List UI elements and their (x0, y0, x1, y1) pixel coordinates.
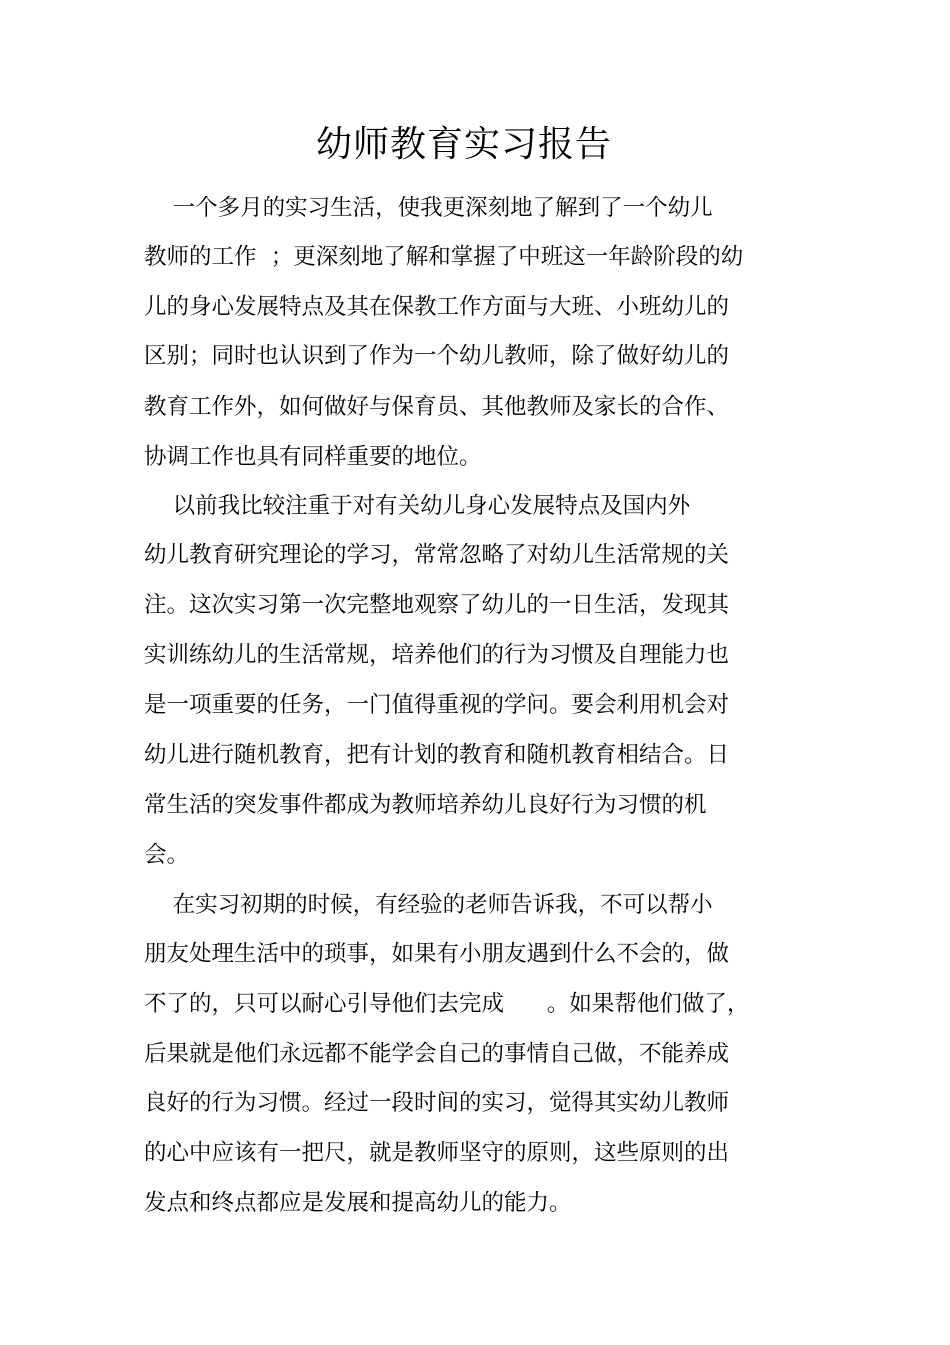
paragraph-3-line-4: 后果就是他们永远都不能学会自己的事情自己做，不能养成 (144, 1041, 730, 1067)
document-title: 幼师教育实习报告 (315, 124, 612, 165)
paragraph-1-line-2: 教师的工作 ；更深刻地了解和掌握了中班这一年龄阶段的幼 (144, 244, 744, 270)
paragraph-3-line-1: 在实习初期的时候，有经验的老师告诉我，不可以帮小 (144, 892, 713, 918)
paragraph-1-line-3: 儿的身心发展特点及其在保教工作方面与大班、小班幼儿的 (144, 294, 730, 320)
paragraph-3-line-6: 的心中应该有一把尺，就是教师坚守的原则，这些原则的出 (144, 1140, 730, 1166)
paragraph-1-line-1: 一个多月的实习生活，使我更深刻地了解到了一个幼儿 (144, 195, 713, 221)
paragraph-1-line-5: 教育工作外，如何做好与保育员、其他教师及家长的合作、 (144, 394, 730, 420)
paragraph-3-line-7: 发点和终点都应是发展和提高幼儿的能力。 (144, 1190, 572, 1216)
paragraph-1-line-6: 协调工作也具有同样重要的地位。 (144, 444, 482, 470)
paragraph-1-line-4: 区别；同时也认识到了作为一个幼儿教师，除了做好幼儿的 (144, 343, 730, 369)
paragraph-2-line-3: 注。这次实习第一次完整地观察了幼儿的一日生活，发现其 (144, 592, 730, 618)
paragraph-2-line-7: 常生活的突发事件都成为教师培养幼儿良好行为习惯的机 (144, 792, 707, 818)
paragraph-2-line-4: 实训练幼儿的生活常规，培养他们的行为习惯及自理能力也 (144, 642, 730, 668)
paragraph-2-line-8: 会。 (144, 842, 190, 868)
paragraph-2-line-1: 以前我比较注重于对有关幼儿身心发展特点及国内外 (144, 493, 691, 519)
paragraph-3-line-2: 朋友处理生活中的琐事，如果有小朋友遇到什么不会的，做 (144, 941, 730, 967)
paragraph-3-line-5: 良好的行为习惯。经过一段时间的实习，觉得其实幼儿教师 (144, 1090, 730, 1116)
paragraph-2-line-6: 幼儿进行随机教育，把有计划的教育和随机教育相结合。日 (144, 742, 730, 768)
paragraph-2-line-5: 是一项重要的任务，一门值得重视的学问。要会利用机会对 (144, 692, 730, 718)
paragraph-2-line-2: 幼儿教育研究理论的学习，常常忽略了对幼儿生活常规的关 (144, 542, 730, 568)
paragraph-3-line-3: 不了的，只可以耐心引导他们去完成 。如果帮他们做了， (144, 991, 750, 1017)
